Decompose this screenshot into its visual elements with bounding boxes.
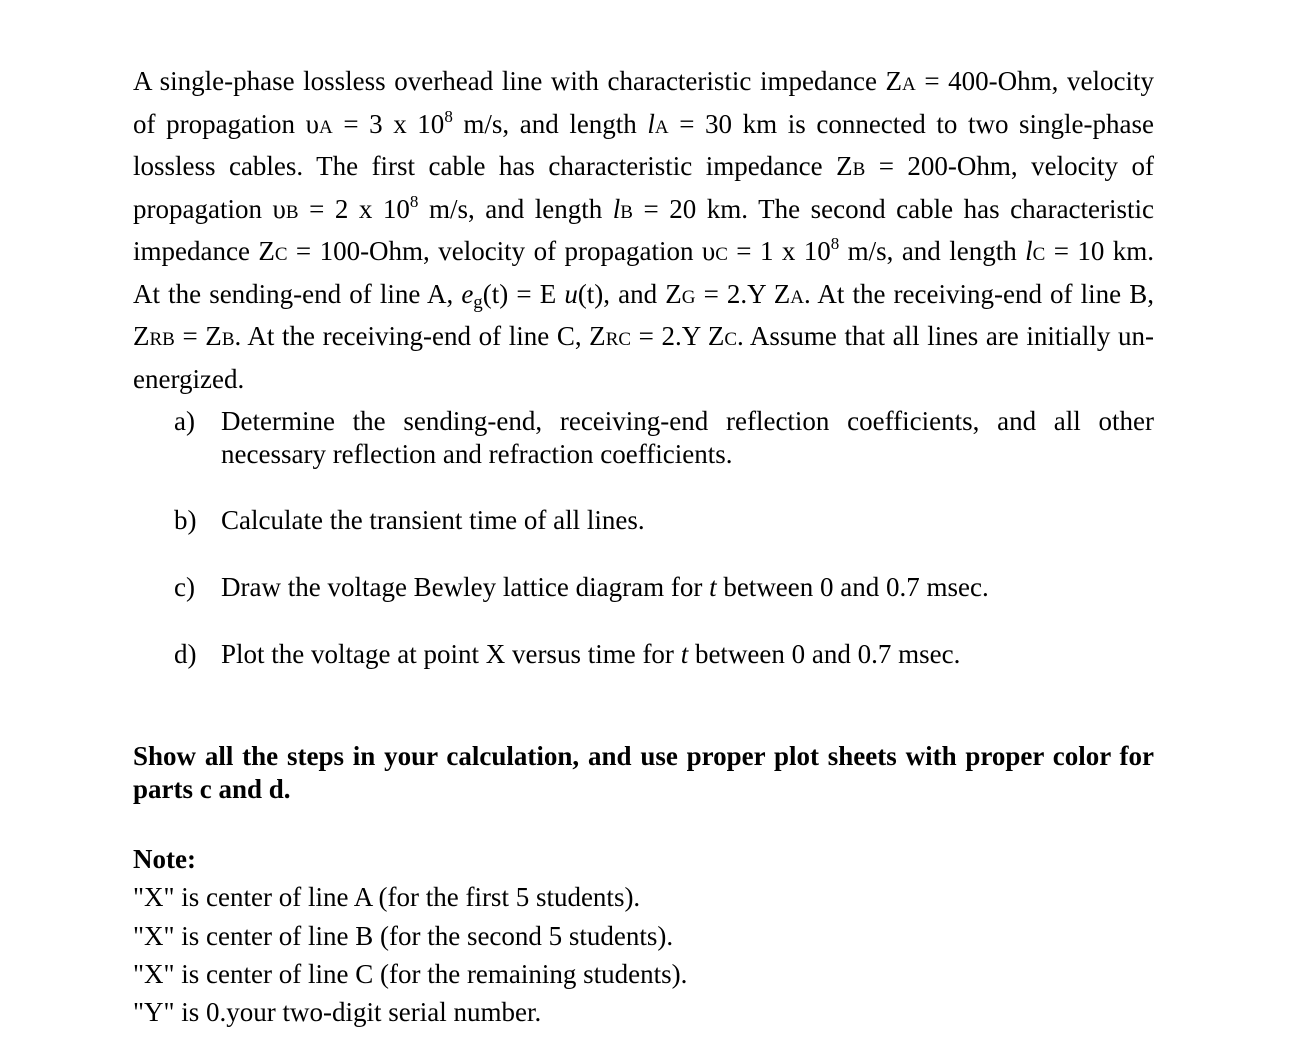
text-run: between 0 and 0.7 msec. xyxy=(688,639,961,669)
text-run: = Z xyxy=(174,321,222,351)
subscript: RB xyxy=(149,329,175,350)
subscript: RC xyxy=(605,329,632,350)
question-text xyxy=(221,571,1154,604)
subscript: B xyxy=(221,329,235,350)
note-section xyxy=(133,840,687,1031)
step-function-symbol: u xyxy=(564,278,578,309)
text-run: . At the receiving-end of line C, Z xyxy=(234,321,606,351)
note-title: Note: xyxy=(133,844,196,874)
question-c xyxy=(174,571,1154,604)
question-label: c) xyxy=(174,572,195,602)
question-b xyxy=(174,504,1154,537)
subscript: A xyxy=(654,116,669,138)
text-run: = 1 x 10 xyxy=(727,236,831,266)
text-run: (t), and Z xyxy=(577,278,682,309)
text-run: . Assume that all lines are initially un-energized. xyxy=(133,321,1154,394)
subscript: B xyxy=(852,159,866,180)
subscript: A xyxy=(902,74,916,95)
length-symbol: l xyxy=(1025,236,1033,266)
time-variable: t xyxy=(680,639,689,669)
question-text: Determine the sending-end, receiving-end reflection coefficients, and all other necessary reflection and refraction coefficients. xyxy=(221,406,1154,469)
length-symbol: l xyxy=(612,193,621,224)
question-label: b) xyxy=(174,505,197,535)
subscript: B xyxy=(285,201,299,223)
text-run: . At the receiving-end of line B, Z xyxy=(133,278,1154,351)
subscript: A xyxy=(319,116,333,138)
subscript: A xyxy=(790,286,804,308)
subscript: g xyxy=(473,291,483,313)
note-line: "Y" is 0.your two-digit serial number. xyxy=(133,997,542,1028)
length-symbol: l xyxy=(647,108,655,139)
question-label: d) xyxy=(174,639,197,669)
question-list xyxy=(174,405,1154,671)
text-run: = 3 x 10 xyxy=(332,108,445,139)
text-run: between 0 and 0.7 msec. xyxy=(716,572,989,602)
text-run: m/s, and length xyxy=(452,108,648,139)
exponent: 8 xyxy=(830,234,840,253)
subscript: C xyxy=(715,244,728,265)
text-run: = 400-Ohm, velocity of propagation υ xyxy=(133,66,1154,139)
question-text xyxy=(221,638,1154,671)
subscript: B xyxy=(620,201,633,223)
note-line: "X" is center of line A (for the first 5 students). xyxy=(133,882,641,913)
note-line: "X" is center of line C (for the remaining students). xyxy=(133,958,688,989)
text-run: = 30 km is connected to two single-phase lossless cables. The first cable has characteristic impedance Z xyxy=(133,108,1154,181)
text-run: = 10 km. At the sending-end of line A, xyxy=(133,236,1155,309)
source-voltage-symbol: e xyxy=(461,278,474,309)
subscript: C xyxy=(724,329,738,350)
text-run: = 200-Ohm, velocity of propagation υ xyxy=(133,151,1154,224)
instruction-text: Show all the steps in your calculation, and use proper plot sheets with proper color for parts c and d. xyxy=(133,741,1154,804)
text-run: = 100-Ohm, velocity of propagation υ xyxy=(287,236,716,266)
note-line: "X" is center of line B (for the second 5 students). xyxy=(133,920,674,951)
subscript: G xyxy=(681,286,696,308)
question-text: Calculate the transient time of all lines. xyxy=(221,505,645,535)
question-a xyxy=(174,405,1154,471)
text-run: (t) = E xyxy=(482,278,565,309)
exponent: 8 xyxy=(409,191,419,211)
text-run: m/s, and length xyxy=(418,193,613,224)
text-run: = 2.Y Z xyxy=(695,278,791,309)
text-run: Plot the voltage at point X versus time for xyxy=(221,639,681,669)
text-run: = 2.Y Z xyxy=(631,321,725,351)
problem-statement xyxy=(133,62,1154,398)
time-variable: t xyxy=(709,572,717,602)
question-label: a) xyxy=(174,406,195,436)
text-run: Draw the voltage Bewley lattice diagram for xyxy=(221,572,710,602)
text-run: = 20 km. The second cable has characteristic impedance Z xyxy=(133,193,1155,266)
text-run: m/s, and length xyxy=(839,236,1026,266)
text-run: A single-phase lossless overhead line with characteristic impedance Z xyxy=(133,66,903,96)
question-d xyxy=(174,638,1154,671)
text-run: = 2 x 10 xyxy=(298,193,410,224)
subscript: C xyxy=(274,244,288,265)
subscript: C xyxy=(1032,244,1046,265)
exponent: 8 xyxy=(444,106,453,126)
